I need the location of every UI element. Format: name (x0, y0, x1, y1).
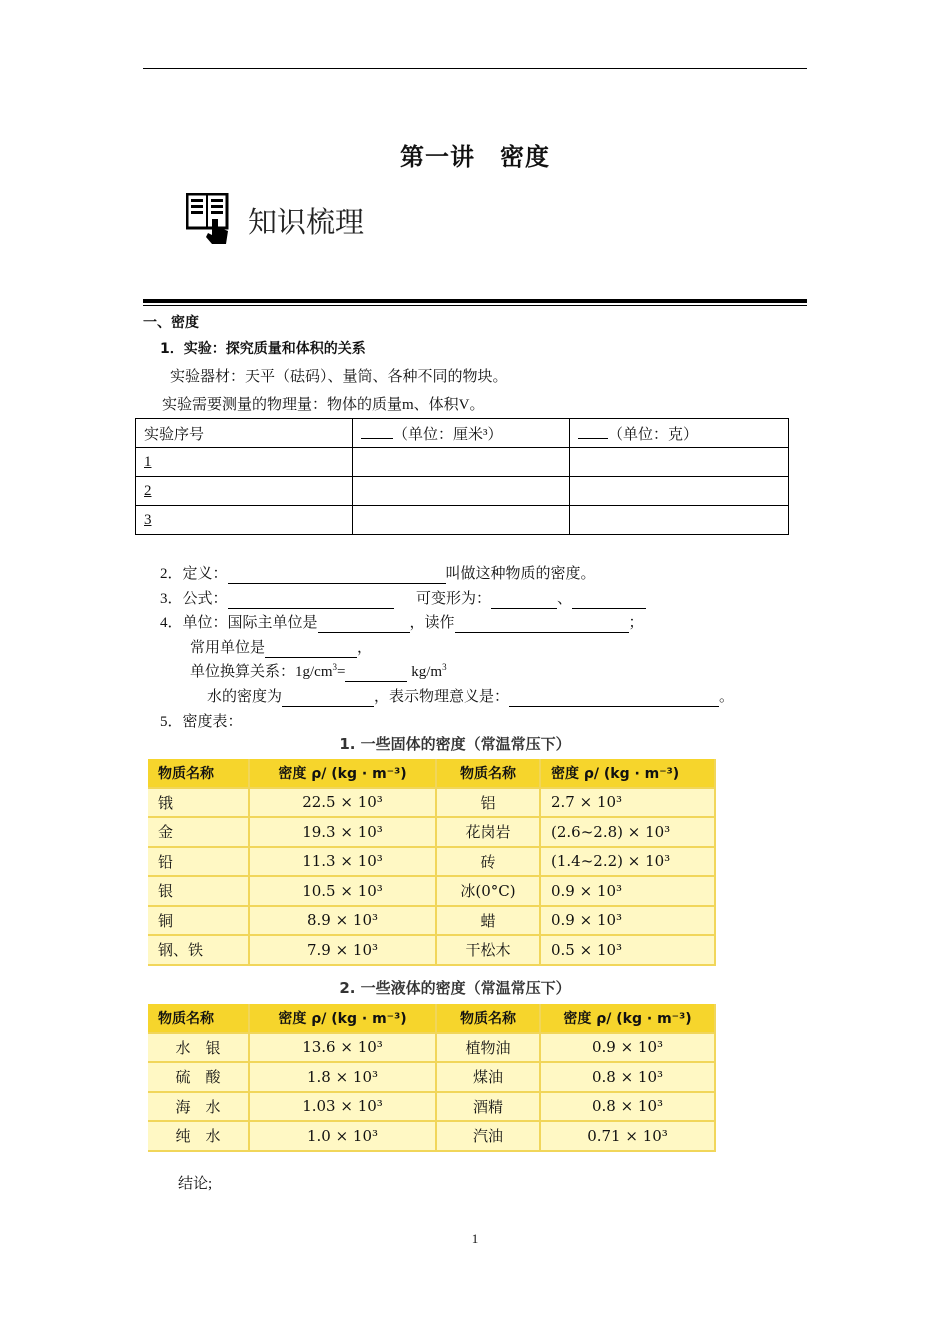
knowledge-heading: 知识梳理 (248, 205, 365, 239)
empty-cell[interactable] (353, 477, 570, 506)
liquid-density-table (148, 1004, 716, 1152)
table-header-row (148, 759, 715, 788)
cell: 11.3 × 10³ (249, 847, 436, 877)
fill-blank[interactable] (491, 591, 557, 609)
common-unit-line: 常用单位是 ， (190, 640, 373, 656)
cell: 锇 (148, 788, 249, 818)
cell: 硫 酸 (148, 1062, 249, 1092)
cell: 纯 水 (148, 1121, 249, 1151)
cell: 0.9 × 10³ (540, 876, 715, 906)
cell: 8.9 × 10³ (249, 906, 436, 936)
fill-blank[interactable] (282, 689, 374, 707)
cell: 植物油 (436, 1033, 540, 1063)
formula-line: 3．公式： 可变形为： 、 (160, 587, 646, 609)
column-header: 物质名称 (436, 1004, 540, 1033)
section-rule-thick (143, 299, 807, 303)
section-rule-thin (143, 305, 807, 306)
cell: 22.5 × 10³ (249, 788, 436, 818)
cell: 10.5 × 10³ (249, 876, 436, 906)
cell: 1.0 × 10³ (249, 1121, 436, 1151)
table-row (148, 1092, 715, 1122)
table-row (148, 1062, 715, 1092)
fill-blank[interactable] (345, 664, 407, 682)
cell: 铅 (148, 847, 249, 877)
cell: 银 (148, 876, 249, 906)
table-header-row (148, 1004, 715, 1033)
cell: (2.6~2.8) × 10³ (540, 817, 715, 847)
cell: 0.5 × 10³ (540, 935, 715, 965)
empty-cell[interactable] (353, 506, 570, 535)
cell: 酒精 (436, 1092, 540, 1122)
cell: 0.8 × 10³ (540, 1092, 715, 1122)
cell: (1.4~2.2) × 10³ (540, 847, 715, 877)
fill-blank[interactable] (578, 438, 608, 439)
cell: 0.71 × 10³ (540, 1121, 715, 1151)
cell: 花岗岩 (436, 817, 540, 847)
column-header: 密度 ρ/ (kg · m⁻³) (540, 1004, 715, 1033)
cell: 钢、铁 (148, 935, 249, 965)
table-row (148, 847, 715, 877)
table-row (148, 906, 715, 936)
fill-blank[interactable] (228, 566, 446, 584)
fill-blank[interactable] (361, 438, 393, 439)
empty-cell[interactable] (570, 477, 789, 506)
definition-line: 2．定义： 叫做这种物质的密度。 (160, 566, 596, 582)
item-5-heading: 5．密度表： (160, 714, 243, 730)
fill-blank[interactable] (318, 615, 410, 633)
cell: 煤油 (436, 1062, 540, 1092)
table-row (136, 477, 789, 506)
column-header: 密度 ρ/ (kg · m⁻³) (249, 759, 436, 788)
page-number: 1 (471, 1231, 479, 1246)
table-row (148, 788, 715, 818)
unit-line: 4．单位：国际主单位是 ，读作 ； (160, 615, 644, 631)
experiment-table (135, 418, 789, 535)
solid-density-table (148, 759, 716, 966)
cell: 铝 (436, 788, 540, 818)
cell: 干松木 (436, 935, 540, 965)
cell: 砖 (436, 847, 540, 877)
conversion-line: 单位换算关系：$1g/cm^3= kg/m^3$ (190, 662, 447, 680)
cell: 金 (148, 817, 249, 847)
column-header: 密度 ρ/ (kg · m⁻³) (249, 1004, 436, 1033)
row-number: 2 (136, 477, 353, 506)
fill-blank[interactable] (455, 615, 629, 633)
fill-blank[interactable] (509, 689, 719, 707)
row-number: 3 (136, 506, 353, 535)
row-number: 1 (136, 448, 353, 477)
table-row (136, 506, 789, 535)
fill-blank[interactable] (572, 591, 646, 609)
page-title: 第一讲 密度 (400, 143, 550, 171)
empty-cell[interactable] (570, 506, 789, 535)
fill-blank[interactable] (265, 640, 357, 658)
conclusion-label: 结论; (178, 1176, 213, 1192)
empty-cell[interactable] (353, 448, 570, 477)
column-header: 物质名称 (436, 759, 540, 788)
fill-blank[interactable] (228, 591, 394, 609)
column-header: 密度 ρ/ (kg · m⁻³) (540, 759, 715, 788)
liquid-table-caption: 2. 一些液体的密度（常温常压下） (339, 979, 571, 997)
solid-table-caption: 1. 一些固体的密度（常温常压下） (339, 735, 571, 753)
cell: 13.6 × 10³ (249, 1033, 436, 1063)
item-1-heading: 1．实验：探究质量和体积的关系 (160, 341, 366, 357)
cell: 冰(0°C) (436, 876, 540, 906)
column-header: 物质名称 (148, 759, 249, 788)
measure-text: 实验需要测量的物理量：物体的质量m、体积V。 (162, 397, 485, 413)
table-row (148, 876, 715, 906)
cell: 海 水 (148, 1092, 249, 1122)
header-cell: （单位：克） (570, 419, 789, 448)
header-cell: （单位：厘米³） (353, 419, 570, 448)
cell: 0.9 × 10³ (540, 1033, 715, 1063)
cell: 1.03 × 10³ (249, 1092, 436, 1122)
header-cell: 实验序号 (136, 419, 353, 448)
cell: 19.3 × 10³ (249, 817, 436, 847)
section-heading: 一、密度 (143, 315, 199, 331)
cell: 0.9 × 10³ (540, 906, 715, 936)
cell: 1.8 × 10³ (249, 1062, 436, 1092)
equipment-text: 实验器材：天平（砝码）、量筒、各种不同的物块。 (170, 369, 508, 385)
table-row (148, 1033, 715, 1063)
cell: 铜 (148, 906, 249, 936)
header-rule (143, 68, 807, 69)
table-row (148, 935, 715, 965)
cell: 2.7 × 10³ (540, 788, 715, 818)
cell: 7.9 × 10³ (249, 935, 436, 965)
reading-hand-icon (186, 193, 232, 245)
column-header: 物质名称 (148, 1004, 249, 1033)
table-row (136, 448, 789, 477)
table-row (148, 817, 715, 847)
table-row (148, 1121, 715, 1151)
cell: 汽油 (436, 1121, 540, 1151)
water-density-line: 水的密度为 ，表示物理意义是： 。 (207, 689, 735, 705)
table-row (136, 419, 789, 448)
cell: 水 银 (148, 1033, 249, 1063)
cell: 蜡 (436, 906, 540, 936)
empty-cell[interactable] (570, 448, 789, 477)
cell: 0.8 × 10³ (540, 1062, 715, 1092)
